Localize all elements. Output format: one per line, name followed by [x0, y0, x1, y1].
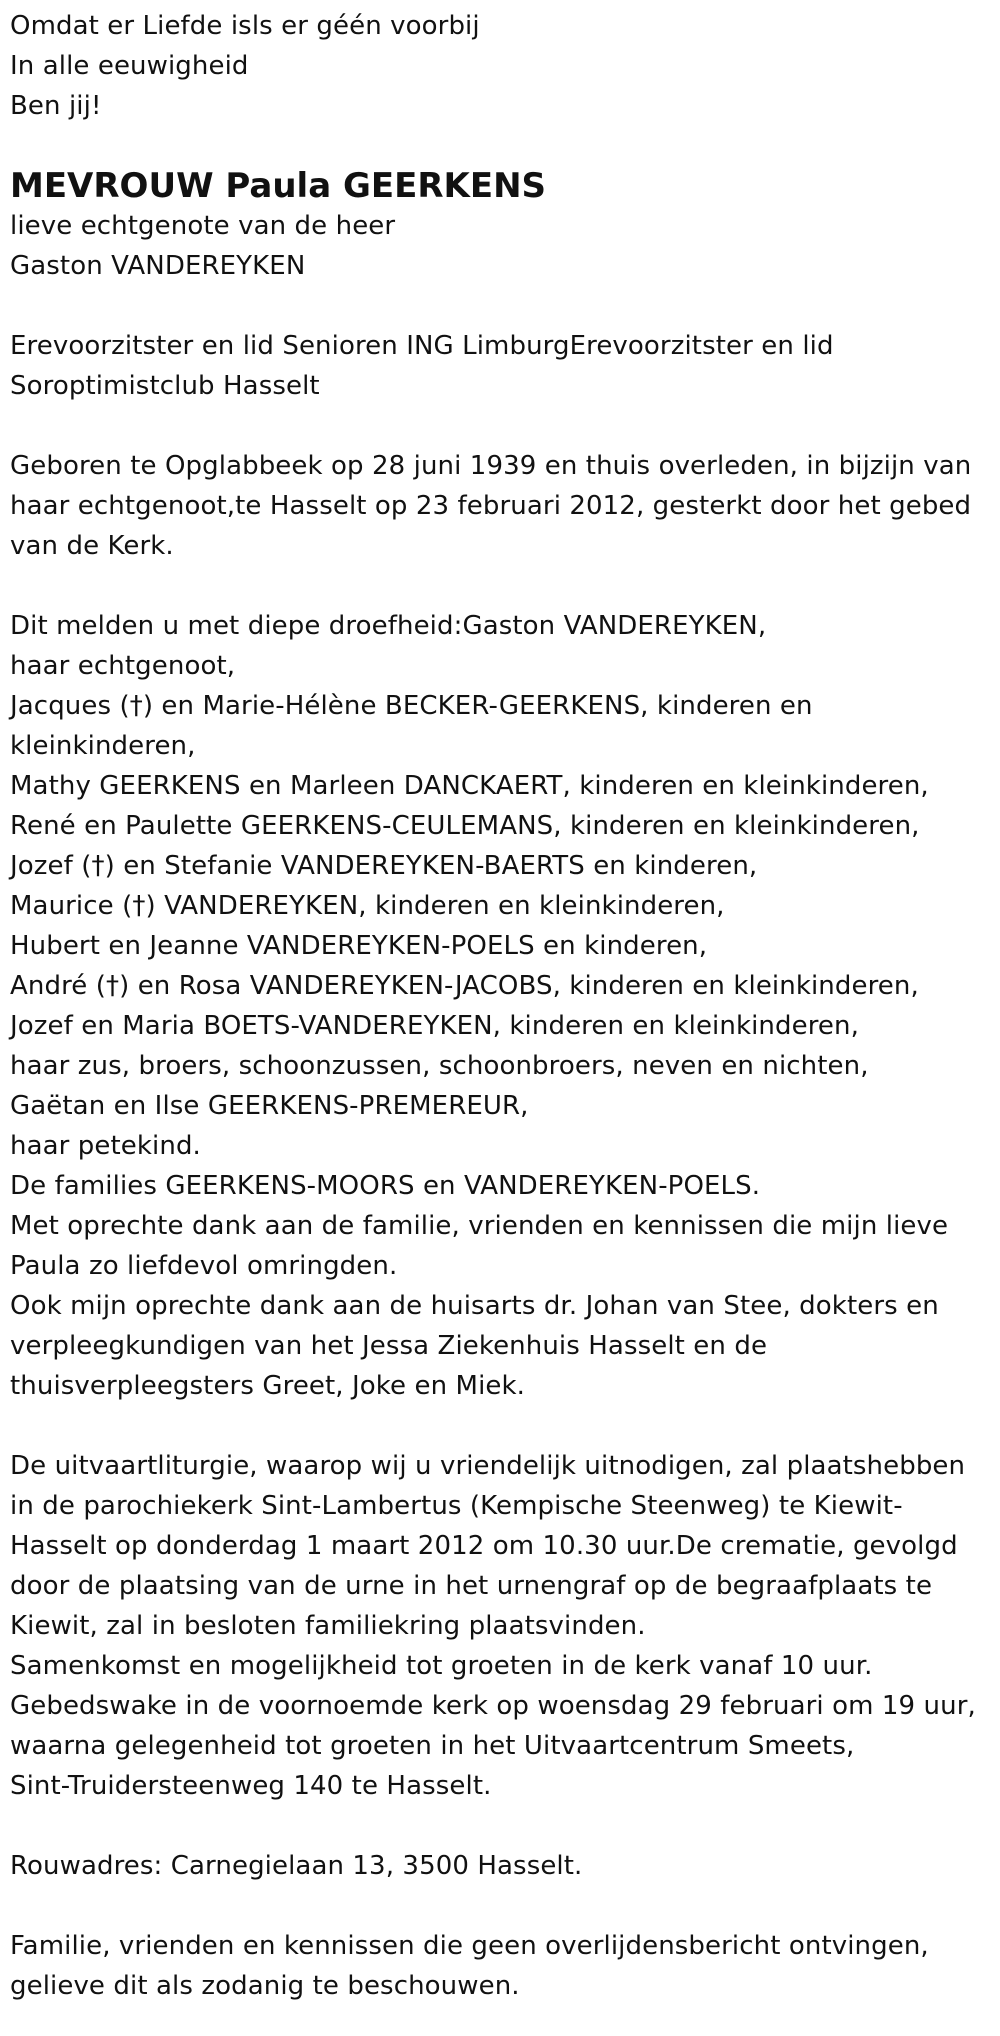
funeral-line: De uitvaartliturgie, waarop wij u vriendelijk uitnodigen, zal plaatshebben — [10, 1451, 966, 1481]
closing-line: gelieve dit als zodanig te beschouwen. — [10, 1971, 520, 2001]
announcement-line: thuisverpleegsters Greet, Joke en Miek. — [10, 1371, 526, 1401]
announcement-line: René en Paulette GEERKENS-CEULEMANS, kinderen en kleinkinderen, — [10, 811, 920, 841]
announcement-line: Paula zo liefdevol omringden. — [10, 1251, 398, 1281]
announcement-block — [10, 606, 1000, 1406]
birth-death-line: haar echtgenoot,te Hasselt op 23 februari 2012, gesterkt door het gebed — [10, 491, 972, 521]
roles-block — [10, 326, 1000, 406]
announcement-line: Mathy GEERKENS en Marleen DANCKAERT, kinderen en kleinkinderen, — [10, 771, 929, 801]
birth-death-line: van de Kerk. — [10, 531, 174, 561]
funeral-line: Kiewit, zal in besloten familiekring plaatsvinden. — [10, 1611, 646, 1641]
closing-line: Familie, vrienden en kennissen die geen overlijdensbericht ontvingen, — [10, 1931, 929, 1961]
announcement-line: André (†) en Rosa VANDEREYKEN-JACOBS, kinderen en kleinkinderen, — [10, 971, 919, 1001]
roles-line: Soroptimistclub Hasselt — [10, 371, 320, 401]
funeral-line: in de parochiekerk Sint-Lambertus (Kempische Steenweg) te Kiewit- — [10, 1491, 903, 1521]
funeral-line: Sint-Truidersteenweg 140 te Hasselt. — [10, 1771, 492, 1801]
announcement-line: haar petekind. — [10, 1131, 201, 1161]
announcement-line: Hubert en Jeanne VANDEREYKEN-POELS en kinderen, — [10, 931, 708, 961]
birth-death-line: Geboren te Opglabbeek op 28 juni 1939 en thuis overleden, in bijzijn van — [10, 451, 972, 481]
funeral-block — [10, 1446, 1000, 1806]
announcement-line: Maurice (†) VANDEREYKEN, kinderen en kleinkinderen, — [10, 891, 725, 921]
poem-line: In alle eeuwigheid — [10, 51, 249, 81]
announcement-line: De families GEERKENS-MOORS en VANDEREYKEN-POELS. — [10, 1171, 761, 1201]
announcement-line: Jozef en Maria BOETS-VANDEREYKEN, kinderen en kleinkinderen, — [10, 1011, 859, 1041]
funeral-line: door de plaatsing van de urne in het urnengraf op de begraafplaats te — [10, 1571, 933, 1601]
deceased-name-heading: MEVROUW Paula GEERKENS — [10, 166, 547, 206]
funeral-line: Samenkomst en mogelijkheid tot groeten in de kerk vanaf 10 uur. — [10, 1651, 873, 1681]
announcement-line: Jozef (†) en Stefanie VANDEREYKEN-BAERTS en kinderen, — [10, 851, 758, 881]
funeral-line: waarna gelegenheid tot groeten in het Uitvaartcentrum Smeets, — [10, 1731, 855, 1761]
funeral-line: Gebedswake in de voornoemde kerk op woensdag 29 februari om 19 uur, — [10, 1691, 976, 1721]
roles-line: Erevoorzitster en lid Senioren ING LimburgErevoorzitster en lid — [10, 331, 834, 361]
announcement-line: haar zus, broers, schoonzussen, schoonbroers, neven en nichten, — [10, 1051, 869, 1081]
announcement-line: Dit melden u met diepe droefheid:Gaston VANDEREYKEN, — [10, 611, 767, 641]
announcement-line: Ook mijn oprechte dank aan de huisarts dr. Johan van Stee, dokters en — [10, 1291, 939, 1321]
poem-line: Omdat er Liefde isls er géén voorbij — [10, 11, 480, 41]
relation-line: lieve echtgenote van de heer — [10, 211, 396, 241]
poem-block — [10, 6, 1000, 126]
announcement-line: haar echtgenoot, — [10, 651, 236, 681]
announcement-line: Gaëtan en Ilse GEERKENS-PREMEREUR, — [10, 1091, 529, 1121]
closing-block — [10, 1926, 1000, 2006]
birth-death-block — [10, 446, 1000, 566]
announcement-line: kleinkinderen, — [10, 731, 196, 761]
address-block — [10, 1846, 1000, 1886]
announcement-line: verpleegkundigen van het Jessa Ziekenhuis Hasselt en de — [10, 1331, 768, 1361]
relation-line: Gaston VANDEREYKEN — [10, 251, 306, 281]
announcement-line: Jacques (†) en Marie-Hélène BECKER-GEERKENS, kinderen en — [10, 691, 813, 721]
announcement-line: Met oprechte dank aan de familie, vrienden en kennissen die mijn lieve — [10, 1211, 949, 1241]
address-line: Rouwadres: Carnegielaan 13, 3500 Hasselt. — [10, 1851, 583, 1881]
poem-line: Ben jij! — [10, 91, 102, 121]
funeral-line: Hasselt op donderdag 1 maart 2012 om 10.30 uur.De crematie, gevolgd — [10, 1531, 958, 1561]
obituary-document — [0, 6, 1000, 2036]
relation-block — [10, 206, 1000, 286]
